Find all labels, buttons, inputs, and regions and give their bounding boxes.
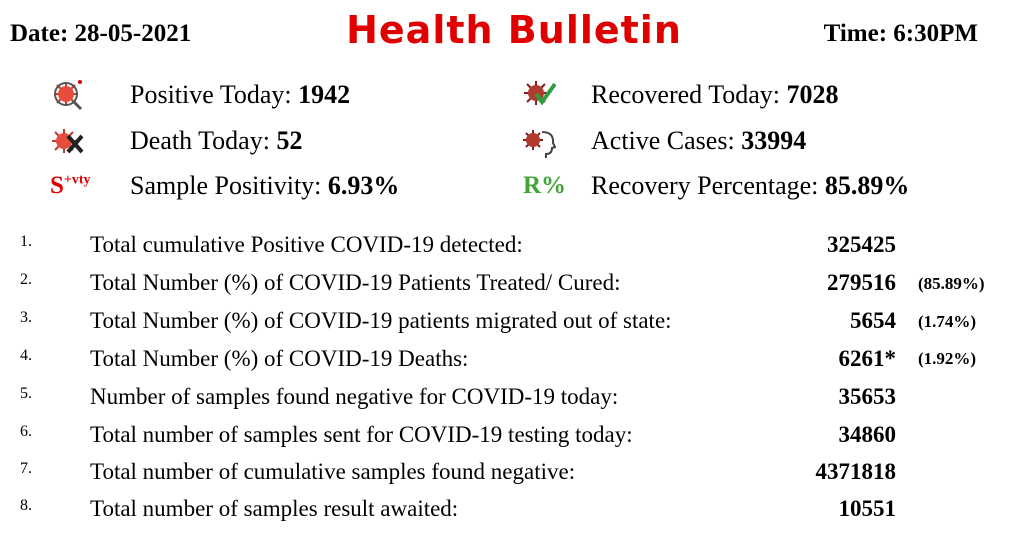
recovered-today: Recovered Today: 7028 — [591, 80, 839, 109]
row-number: 3. — [20, 309, 32, 326]
report-time: Time: 6:30PM — [823, 20, 978, 47]
row-value: 325425 — [827, 232, 896, 257]
row-label: Total Number (%) of COVID-19 Patients Treated/ Cured: — [90, 270, 621, 295]
row-value: 34860 — [838, 422, 896, 447]
row-percent: (1.92%) — [918, 349, 977, 368]
positive-today: Positive Today: 1942 — [130, 80, 351, 109]
death-today: Death Today: 52 — [130, 126, 303, 155]
row-number: 4. — [20, 347, 32, 364]
sample-positivity: Sample Positivity: 6.93% — [130, 171, 400, 200]
sample-positivity-icon: $S^{+vty}$ — [50, 172, 91, 199]
row-percent: (1.74%) — [918, 312, 977, 331]
recovery-percentage-icon: R% — [523, 172, 567, 199]
row-label: Number of samples found negative for COVID-19 today: — [90, 384, 619, 409]
virus-search-icon — [50, 78, 84, 112]
row-number: 5. — [20, 385, 32, 402]
row-label: Total Number (%) of COVID-19 patients migrated out of state: — [90, 308, 672, 333]
row-value: 279516 — [827, 270, 896, 295]
row-value: 4371818 — [815, 459, 896, 484]
active-cases: Active Cases: 33994 — [591, 126, 807, 155]
row-number: 2. — [20, 271, 32, 288]
row-label: Total number of cumulative samples found negative: — [90, 459, 576, 484]
row-label: Total number of samples result awaited: — [90, 496, 459, 521]
row-value: 10551 — [838, 496, 896, 521]
row-label: Total number of samples sent for COVID-19 testing today: — [90, 422, 633, 447]
row-value: 35653 — [838, 384, 896, 409]
report-date: Date: 28-05-2021 — [10, 20, 192, 47]
virus-check-icon — [522, 78, 556, 112]
virus-cross-icon — [50, 126, 84, 160]
virus-head-icon — [522, 126, 556, 160]
row-percent: (85.89%) — [918, 274, 985, 293]
row-value: 6261* — [838, 346, 896, 371]
page-title: Health Bulletin — [346, 8, 682, 52]
row-label: Total Number (%) of COVID-19 Deaths: — [90, 346, 469, 371]
row-value: 5654 — [850, 308, 896, 333]
row-number: 8. — [20, 497, 32, 514]
row-number: 7. — [20, 460, 32, 477]
recovery-percentage: Recovery Percentage: 85.89% — [591, 171, 910, 200]
row-label: Total cumulative Positive COVID-19 detected: — [90, 232, 523, 257]
row-number: 6. — [20, 423, 32, 440]
row-number: 1. — [20, 233, 32, 250]
